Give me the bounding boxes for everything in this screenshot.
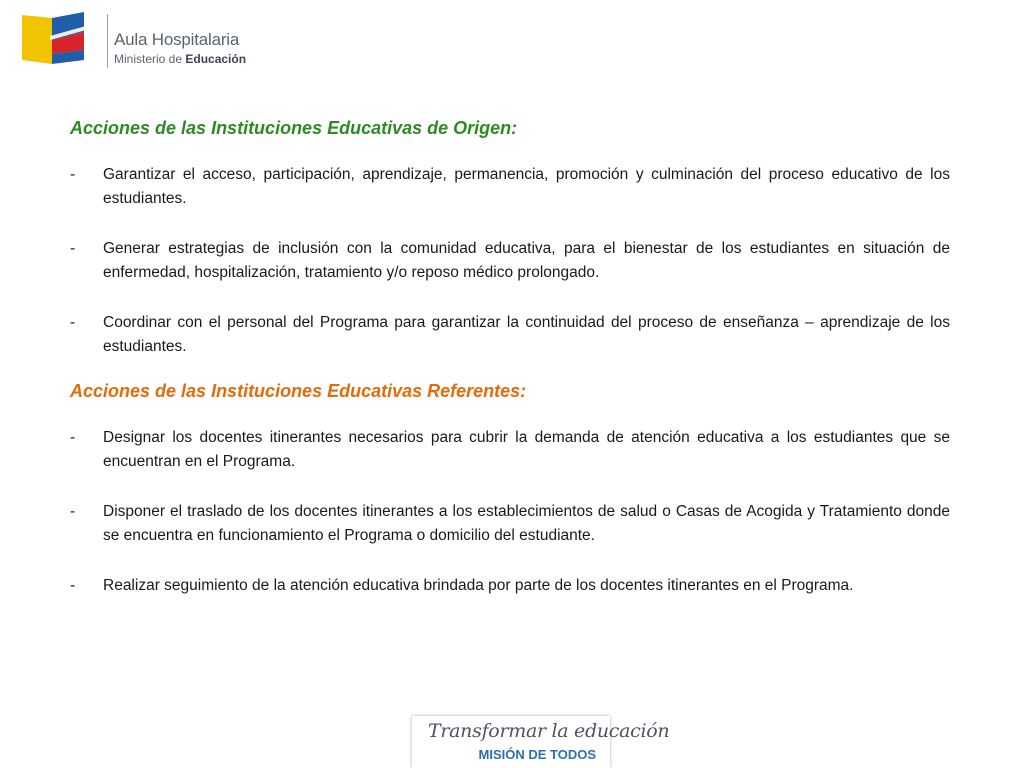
list-item-text: Generar estrategias de inclusión con la comunidad educativa, para el bienestar de los estudiantes en situación de enfermedad, hospitalización, tratamiento y/o reposo médico prolongado. <box>103 240 950 281</box>
list-item-text: Realizar seguimiento de la atención educativa brindada por parte de los docentes itinerantes en el Programa. <box>103 577 854 594</box>
bullet-dash: - <box>70 240 76 257</box>
list-item <box>70 426 950 474</box>
logo-subtitle: Ministerio de Educación <box>114 52 247 66</box>
footer-slogan-badge <box>412 716 670 768</box>
ministry-logo <box>20 10 250 70</box>
bullet-dash: - <box>70 314 76 331</box>
list-item <box>70 574 950 598</box>
list-item <box>70 237 950 285</box>
list-item-text: Disponer el traslado de los docentes itinerantes a los establecimientos de salud o Casas de Acogida y Tratamiento donde se encuentra en funcionamiento el Programa o domicilio del estudiante. <box>103 503 950 544</box>
list-item <box>70 500 950 548</box>
flag-emblem-icon <box>20 10 90 68</box>
list-item-text: Designar los docentes itinerantes necesarios para cubrir la demanda de atención educativa a los estudiantes que se encuentran en el Programa. <box>103 429 950 470</box>
bullet-dash: - <box>70 166 76 183</box>
bullet-dash: - <box>70 577 76 594</box>
bullet-dash: - <box>70 429 76 446</box>
list-item <box>70 311 950 359</box>
slide-content <box>70 118 950 624</box>
bullet-dash: - <box>70 503 76 520</box>
list-item-text: Coordinar con el personal del Programa para garantizar la continuidad del proceso de enseñanza – aprendizaje de los estudiantes. <box>103 314 950 355</box>
footer-script-text: Transformar la educación <box>428 720 670 742</box>
logo-title: Aula Hospitalaria <box>114 30 240 49</box>
list-item-text: Garantizar el acceso, participación, aprendizaje, permanencia, promoción y culminación del proceso educativo de los estudiantes. <box>103 166 950 207</box>
footer-bold-text: MISIÓN DE TODOS <box>478 747 596 762</box>
logo-divider <box>107 14 108 68</box>
list-item <box>70 163 950 211</box>
section-heading-origen: Acciones de las Instituciones Educativas de Origen: <box>70 118 518 138</box>
section-heading-referentes: Acciones de las Instituciones Educativas Referentes: <box>70 381 527 401</box>
